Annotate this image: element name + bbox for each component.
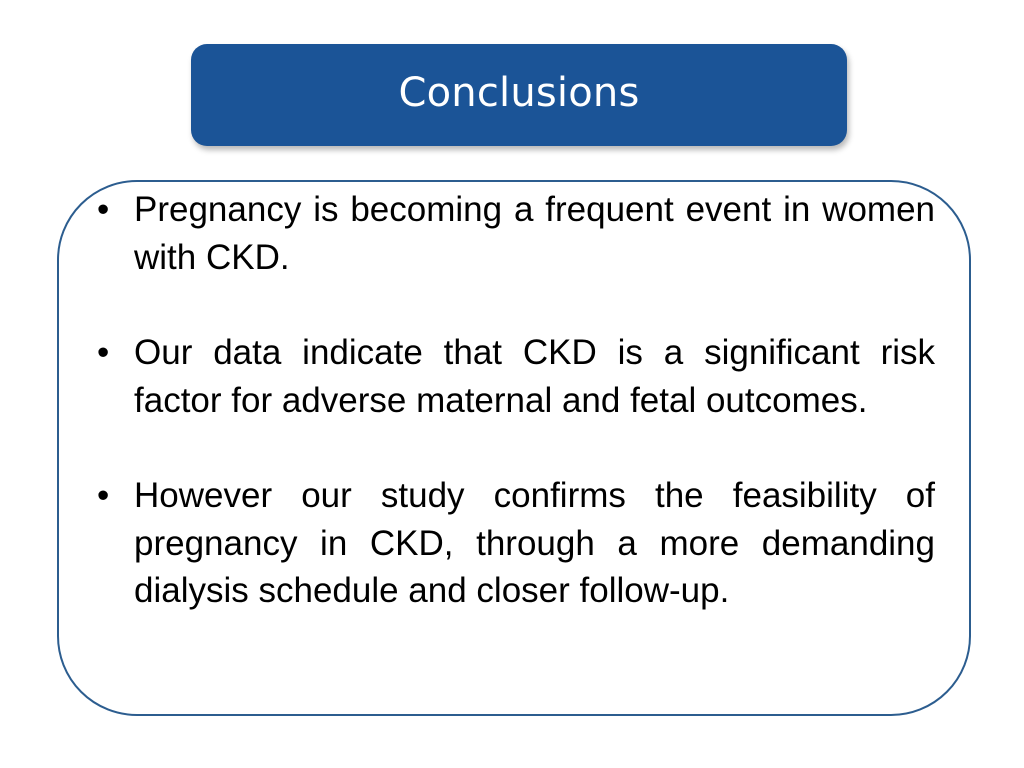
bullet-list (97, 186, 935, 615)
bullet-icon: • (97, 190, 110, 229)
bullet-item (97, 472, 935, 615)
bullet-icon: • (97, 476, 110, 515)
bullet-item (97, 186, 935, 281)
bullet-text: However our study confirms the feasibility of pregnancy in CKD, through a more demanding dialysis schedule and closer follow-up. (134, 476, 935, 610)
bullet-text: Our data indicate that CKD is a significant risk factor for adverse maternal and fetal outcomes. (134, 333, 935, 420)
title-banner (191, 44, 847, 146)
bullet-text: Pregnancy is becoming a frequent event in women with CKD. (134, 190, 935, 277)
bullet-icon: • (97, 333, 110, 372)
slide-title: Conclusions (398, 70, 640, 116)
bullet-item (97, 329, 935, 424)
